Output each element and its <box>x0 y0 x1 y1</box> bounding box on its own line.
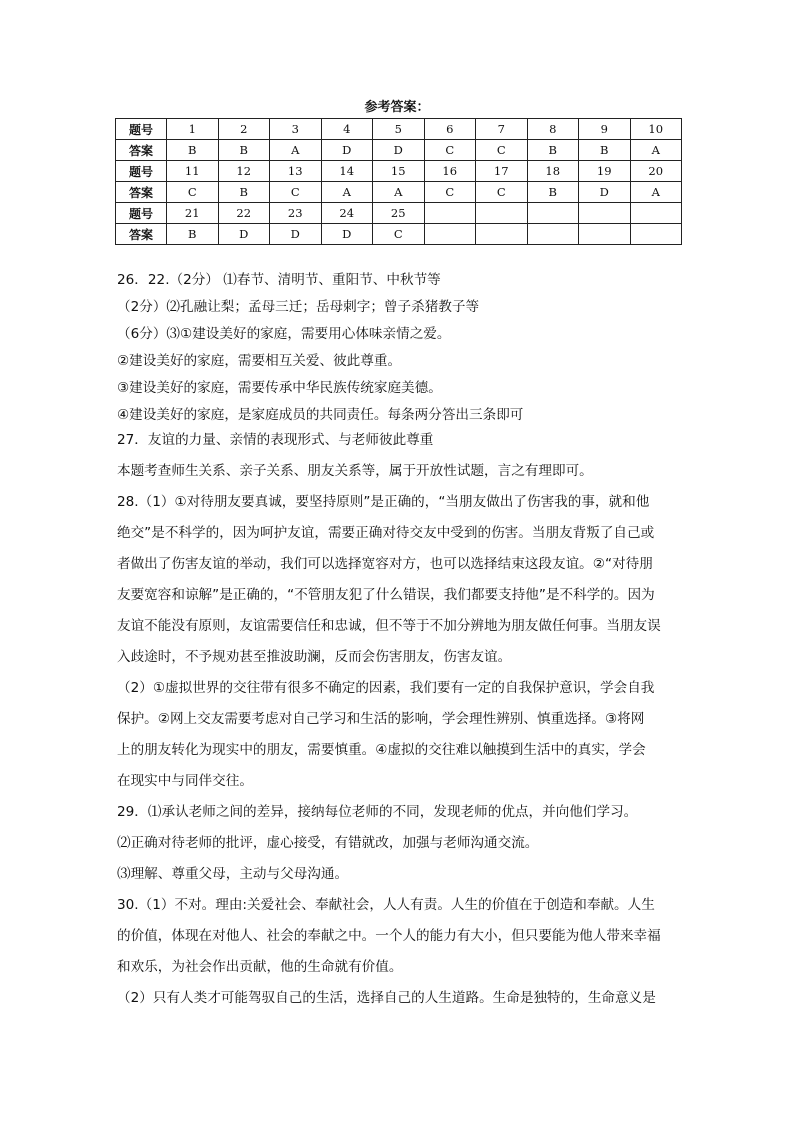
answer-table <box>115 118 682 245</box>
answer-line: （2）只有人类才可能驾驭自己的生活，选择自己的人生道路。生命是独特的，生命意义是 <box>117 990 656 1006</box>
table-cell: C <box>476 182 528 203</box>
table-cell: A <box>630 182 682 203</box>
table-cell: C <box>373 224 425 245</box>
answer-line: ③建设美好的家庭，需要传承中华民族传统家庭美德。 <box>117 380 442 396</box>
table-cell: 4 <box>321 119 373 140</box>
row-header-cell: 答案 <box>116 224 167 245</box>
answer-line: ④建设美好的家庭，是家庭成员的共同责任。每条两分答出三条即可 <box>117 407 524 423</box>
table-cell: C <box>424 182 476 203</box>
answer-text-block <box>117 270 683 1014</box>
table-cell: 9 <box>579 119 631 140</box>
table-cell <box>424 224 476 245</box>
table-cell: 16 <box>424 161 476 182</box>
table-cell: D <box>321 140 373 161</box>
row-header-cell: 题号 <box>116 161 167 182</box>
table-cell: 13 <box>270 161 322 182</box>
table-cell: C <box>167 182 219 203</box>
table-cell: 6 <box>424 119 476 140</box>
table-cell: 14 <box>321 161 373 182</box>
table-cell: B <box>527 140 579 161</box>
answer-line: 的价值，体现在对他人、社会的奉献之中。一个人的能力有大小，但只要能为他人带来幸福 <box>117 928 661 944</box>
table-cell: 23 <box>270 203 322 224</box>
table-cell: D <box>373 140 425 161</box>
table-row <box>116 140 682 161</box>
answer-line: 28.（1）①对待朋友要真诚，要坚持原则”是正确的，“当朋友做出了伤害我的事，就和他 <box>117 494 650 510</box>
table-cell <box>476 224 528 245</box>
table-cell: 2 <box>218 119 270 140</box>
table-cell: 7 <box>476 119 528 140</box>
table-cell: 1 <box>167 119 219 140</box>
table-cell: 20 <box>630 161 682 182</box>
answer-key-title: 参考答案： <box>364 100 430 115</box>
table-cell <box>476 203 528 224</box>
table-cell: 10 <box>630 119 682 140</box>
answer-line: ②建设美好的家庭，需要相互关爱、彼此尊重。 <box>117 353 402 369</box>
table-cell: B <box>167 140 219 161</box>
table-cell: 19 <box>579 161 631 182</box>
table-cell: 8 <box>527 119 579 140</box>
table-cell: C <box>424 140 476 161</box>
table-cell <box>424 203 476 224</box>
table-cell <box>579 203 631 224</box>
table-cell: A <box>270 140 322 161</box>
answer-line: 上的朋友转化为现实中的朋友，需要慎重。④虚拟的交往难以触摸到生活中的真实，学会 <box>117 742 646 758</box>
answer-line: 友谊不能没有原则，友谊需要信任和忠诚，但不等于不加分辨地为朋友做任何事。当朋友误 <box>117 618 661 634</box>
answer-table-body <box>116 119 682 245</box>
answer-line: （2分）⑵孔融让梨；孟母三迁；岳母刺字；曾子杀猪教子等 <box>117 299 480 315</box>
table-cell: 22 <box>218 203 270 224</box>
row-header-cell: 答案 <box>116 140 167 161</box>
row-header-cell: 题号 <box>116 119 167 140</box>
answer-line: 保护。②网上交友需要考虑对自己学习和生活的影响，学会理性辨别、慎重选择。③将网 <box>117 711 645 727</box>
table-cell <box>527 224 579 245</box>
table-cell: 15 <box>373 161 425 182</box>
answer-line: 和欢乐，为社会作出贡献，他的生命就有价值。 <box>117 959 403 975</box>
table-cell: D <box>321 224 373 245</box>
table-cell: B <box>579 140 631 161</box>
row-header-cell: 题号 <box>116 203 167 224</box>
table-cell: C <box>270 182 322 203</box>
table-cell: A <box>321 182 373 203</box>
answer-line: 绝交”是不科学的，因为呵护友谊，需要正确对待交友中受到的伤害。当朋友背叛了自己或 <box>117 525 655 541</box>
table-cell: D <box>579 182 631 203</box>
answer-line: 30.（1）不对。理由:关爱社会、奉献社会，人人有责。人生的价值在于创造和奉献。人生 <box>117 897 655 913</box>
answer-line: （2）①虚拟世界的交往带有很多不确定的因素，我们要有一定的自我保护意识，学会自我 <box>117 680 655 696</box>
table-cell: 18 <box>527 161 579 182</box>
answer-line: 者做出了伤害友谊的举动，我们可以选择宽容对方，也可以选择结束这段友谊。②“对待朋 <box>117 556 653 572</box>
table-cell: 17 <box>476 161 528 182</box>
table-cell <box>579 224 631 245</box>
row-header-cell: 答案 <box>116 182 167 203</box>
table-row <box>116 203 682 224</box>
table-row <box>116 119 682 140</box>
answer-line: ⑶理解、尊重父母，主动与父母沟通。 <box>117 866 349 882</box>
answer-line: （6分）⑶①建设美好的家庭，需要用心体味亲情之爱。 <box>117 326 451 342</box>
table-row <box>116 161 682 182</box>
answer-line: 友要宽容和谅解”是正确的，“不管朋友犯了什么错误，我们都要支持他”是不科学的。因为 <box>117 587 655 603</box>
answer-line: ⑵正确对待老师的批评，虚心接受，有错就改，加强与老师沟通交流。 <box>117 835 539 851</box>
table-cell: 25 <box>373 203 425 224</box>
answer-line: 本题考查师生关系、亲子关系、朋友关系等，属于开放性试题，言之有理即可。 <box>117 463 593 479</box>
table-cell <box>630 224 682 245</box>
table-cell: B <box>218 140 270 161</box>
table-cell <box>630 203 682 224</box>
answer-line: 29．⑴承认老师之间的差异，接纳每位老师的不同，发现老师的优点，并向他们学习。 <box>117 804 638 820</box>
table-row <box>116 224 682 245</box>
table-cell: 11 <box>167 161 219 182</box>
table-cell: 5 <box>373 119 425 140</box>
table-cell: D <box>270 224 322 245</box>
table-cell: B <box>167 224 219 245</box>
table-cell: 21 <box>167 203 219 224</box>
table-row <box>116 182 682 203</box>
table-cell: A <box>630 140 682 161</box>
table-cell: B <box>527 182 579 203</box>
table-cell: B <box>218 182 270 203</box>
answer-line: 26．22.（2分） ⑴春节、清明节、重阳节、中秋节等 <box>117 272 441 288</box>
table-cell: 3 <box>270 119 322 140</box>
answer-line: 入歧途时，不予规劝甚至推波助澜，反而会伤害朋友，伤害友谊。 <box>117 649 512 665</box>
table-cell: D <box>218 224 270 245</box>
table-cell: 24 <box>321 203 373 224</box>
table-cell: A <box>373 182 425 203</box>
table-cell: C <box>476 140 528 161</box>
table-cell <box>527 203 579 224</box>
table-cell: 12 <box>218 161 270 182</box>
answer-line: 27．友谊的力量、亲情的表现形式、与老师彼此尊重 <box>117 432 434 448</box>
answer-line: 在现实中与同伴交往。 <box>117 773 253 789</box>
